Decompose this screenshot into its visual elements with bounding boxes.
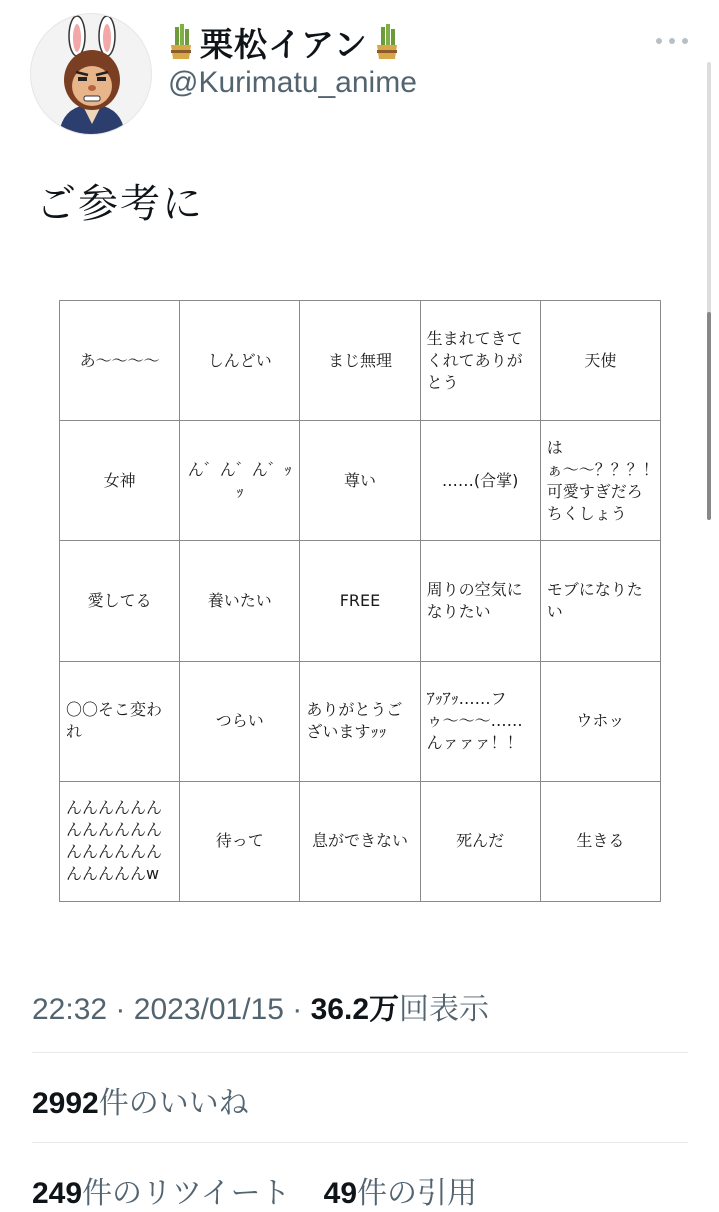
tweet-date[interactable]: 2023/01/15 — [133, 993, 284, 1026]
bingo-cell: あ〜〜〜〜 — [60, 301, 180, 421]
bingo-cell: ……(合掌) — [420, 421, 540, 541]
bingo-row — [60, 661, 661, 781]
more-dot — [656, 38, 662, 44]
author-handle[interactable]: @Kurimatu_anime — [168, 66, 417, 99]
bingo-cell: はぁ〜〜？？？！可愛すぎだろちくしょう — [540, 421, 660, 541]
bingo-cell: 待って — [180, 781, 300, 901]
quotes-stat[interactable] — [324, 1176, 477, 1211]
likes-count: 2992 — [32, 1087, 99, 1120]
likes-label: 件のいいね — [98, 1086, 249, 1121]
retweets-count: 249 — [32, 1177, 83, 1210]
bingo-row — [60, 421, 661, 541]
bingo-cell: 養いたい — [180, 541, 300, 661]
bingo-cell: つらい — [180, 661, 300, 781]
bingo-row — [60, 301, 661, 421]
bingo-cell: んんんんんんんんんんんんんんんんんんんんんんんw — [60, 781, 180, 901]
bingo-cell: ウホッ — [540, 661, 660, 781]
meta-separator: · — [292, 993, 303, 1026]
bingo-cell: ｱｯｱｯ……フゥ〜〜〜……んァァァ！！ — [420, 661, 540, 781]
more-dot — [682, 38, 688, 44]
bingo-cell: まじ無理 — [300, 301, 420, 421]
bingo-cell: 生まれてきてくれてありがとう — [420, 301, 540, 421]
bingo-cell: ありがとうございますｯｯ — [300, 661, 420, 781]
bingo-cell: 息ができない — [300, 781, 420, 901]
bingo-row — [60, 541, 661, 661]
tweet-text: ご参考に — [36, 181, 204, 227]
bingo-cell: しんどい — [180, 301, 300, 421]
retweets-stat[interactable] — [32, 1176, 291, 1211]
bingo-cell: 周りの空気になりたい — [420, 541, 540, 661]
bingo-cell: 尊い — [300, 421, 420, 541]
likes-stat[interactable] — [32, 1078, 249, 1122]
bingo-cell: 天使 — [540, 301, 660, 421]
author-display-name: 栗松イアン — [200, 24, 368, 64]
bingo-cell: モブになりたい — [540, 541, 660, 661]
view-count: 36.2万 — [310, 993, 399, 1026]
divider — [32, 1142, 688, 1143]
meta-separator: · — [115, 993, 126, 1026]
avatar-image — [31, 14, 152, 135]
author-name-row[interactable] — [168, 20, 400, 64]
view-count-label: 回表示 — [399, 993, 489, 1026]
retweets-quotes-stat — [32, 1168, 477, 1212]
bingo-cell: 生きる — [540, 781, 660, 901]
more-options-icon[interactable] — [656, 34, 688, 48]
quotes-label: 件の引用 — [357, 1176, 478, 1211]
kadomatsu-icon — [374, 23, 400, 61]
avatar[interactable] — [30, 13, 152, 135]
retweets-label: 件のリツイート — [82, 1176, 291, 1211]
bingo-card-image[interactable] — [59, 300, 661, 902]
bingo-cell: ん゛ん゛ん゛ｯｯ — [180, 421, 300, 541]
bingo-cell: 女神 — [60, 421, 180, 541]
scrollbar-thumb[interactable] — [707, 312, 711, 520]
bingo-cell: 死んだ — [420, 781, 540, 901]
kadomatsu-icon — [168, 23, 194, 61]
bingo-row — [60, 781, 661, 901]
bingo-cell: 〇〇そこ変われ — [60, 661, 180, 781]
bingo-cell: 愛してる — [60, 541, 180, 661]
divider — [32, 1052, 688, 1053]
quotes-count: 49 — [323, 1177, 358, 1210]
tweet-meta — [32, 984, 489, 1028]
bingo-cell-free: FREE — [300, 541, 420, 661]
tweet-header — [0, 0, 719, 140]
more-dot — [669, 38, 675, 44]
tweet-time[interactable]: 22:32 — [32, 993, 108, 1026]
